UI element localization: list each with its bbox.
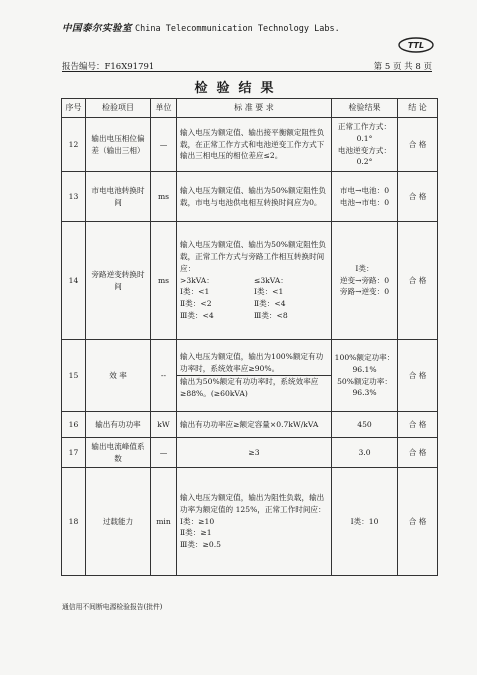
row-result: Ⅰ类： 逆变→旁路：0 旁路→逆变：0 — [332, 222, 398, 340]
table-row — [62, 438, 438, 468]
page-info: 第 5 页 共 8 页 — [373, 62, 432, 72]
row-result: 市电→电池：0 电池→市电：0 — [332, 172, 398, 222]
row-conclusion: 合 格 — [398, 412, 438, 438]
row-item: 市电电池转换时间 — [86, 172, 151, 222]
results-table — [61, 98, 438, 576]
row-standard: 输入电压为额定值，输出为100%额定有功功率时，系统效率应≥90%。 输出为50%额定有功功率时，系统效率应≥88%。(≥60kVA) — [177, 340, 332, 412]
row-result: 正常工作方式： 0.1° 电池逆变方式： 0.2° — [332, 118, 398, 172]
col-header: 序号 — [62, 99, 86, 118]
row-conclusion: 合 格 — [398, 340, 438, 412]
row-number: 13 — [62, 172, 86, 222]
row-standard: 输入电压为额定值、输出接平衡额定阻性负载，在正常工作方式和电池逆变工作方式下输出三相电压的相位差应≤2。 — [177, 118, 332, 172]
row-item: 输出电流峰值系数 — [86, 438, 151, 468]
row-unit: -- — [151, 340, 177, 412]
table-row — [62, 340, 438, 412]
row-number: 15 — [62, 340, 86, 412]
row-conclusion: 合 格 — [398, 222, 438, 340]
row-number: 14 — [62, 222, 86, 340]
row-number: 16 — [62, 412, 86, 438]
ttl-logo — [397, 36, 435, 54]
row-unit: ms — [151, 172, 177, 222]
logo-text: TTL — [407, 41, 425, 50]
row-result: 3.0 — [332, 438, 398, 468]
table-row — [62, 118, 438, 172]
table-row — [62, 412, 438, 438]
row-unit: ms — [151, 222, 177, 340]
row-standard: ≥3 — [177, 438, 332, 468]
table-row — [62, 468, 438, 576]
col-header: 检验项目 — [86, 99, 151, 118]
lab-name-en: China Telecommunication Technology Labs. — [135, 24, 340, 34]
table-header-row — [62, 99, 438, 118]
row-standard: 输入电压为额定值，输出为阻性负载，输出功率为额定值的 125%，正常工作时间应： Ⅰ类：≥10 Ⅱ类：≥1 Ⅲ类：≥0.5 — [177, 468, 332, 576]
row-item: 旁路逆变转换时间 — [86, 222, 151, 340]
row-unit: min — [151, 468, 177, 576]
row-conclusion: 合 格 — [398, 468, 438, 576]
page-title: 检验结果 — [194, 81, 283, 96]
row-number: 18 — [62, 468, 86, 576]
row-conclusion: 合 格 — [398, 172, 438, 222]
col-header: 结 论 — [398, 99, 438, 118]
row-conclusion: 合 格 — [398, 438, 438, 468]
row-standard: 输入电压为额定值、输出为50%额定阻性负载，正常工作方式与旁路工作相互转换时间应： >3kVA： ≤3kVA： Ⅰ类：<1 Ⅰ类：<1 Ⅱ类：<2 Ⅱ类：<4 Ⅲ类：<4 Ⅲ类：<8 — [177, 222, 332, 340]
col-header: 单位 — [151, 99, 177, 118]
row-unit: kW — [151, 412, 177, 438]
row-conclusion: 合 格 — [398, 118, 438, 172]
col-header: 标 准 要 求 — [177, 99, 332, 118]
table-row — [62, 222, 438, 340]
row-standard: 输出有功功率应≥额定容量×0.7kW/kVA — [177, 412, 332, 438]
row-result: 100%额定功率： 96.1% 50%额定功率： 96.3% — [332, 340, 398, 412]
row-unit: — — [151, 438, 177, 468]
col-header: 检验结果 — [332, 99, 398, 118]
page-footer: 通信用不间断电源检验报告(批件) — [62, 603, 163, 611]
row-item: 输出有功功率 — [86, 412, 151, 438]
row-result: Ⅰ类：10 — [332, 468, 398, 576]
row-result: 450 — [332, 412, 398, 438]
row-number: 17 — [62, 438, 86, 468]
row-standard: 输入电压为额定值、输出为50%额定阻性负载，市电与电池供电相互转换时间应为0。 — [177, 172, 332, 222]
lab-name-cn: 中国泰尔实验室 — [62, 23, 133, 34]
row-item: 过载能力 — [86, 468, 151, 576]
row-item: 输出电压相位偏差（输出三相） — [86, 118, 151, 172]
report-number: 报告编号：F16X91791 — [62, 62, 155, 72]
header-rule — [62, 71, 432, 72]
row-number: 12 — [62, 118, 86, 172]
report-header — [62, 20, 432, 34]
table-row — [62, 172, 438, 222]
row-item: 效 率 — [86, 340, 151, 412]
row-unit: — — [151, 118, 177, 172]
